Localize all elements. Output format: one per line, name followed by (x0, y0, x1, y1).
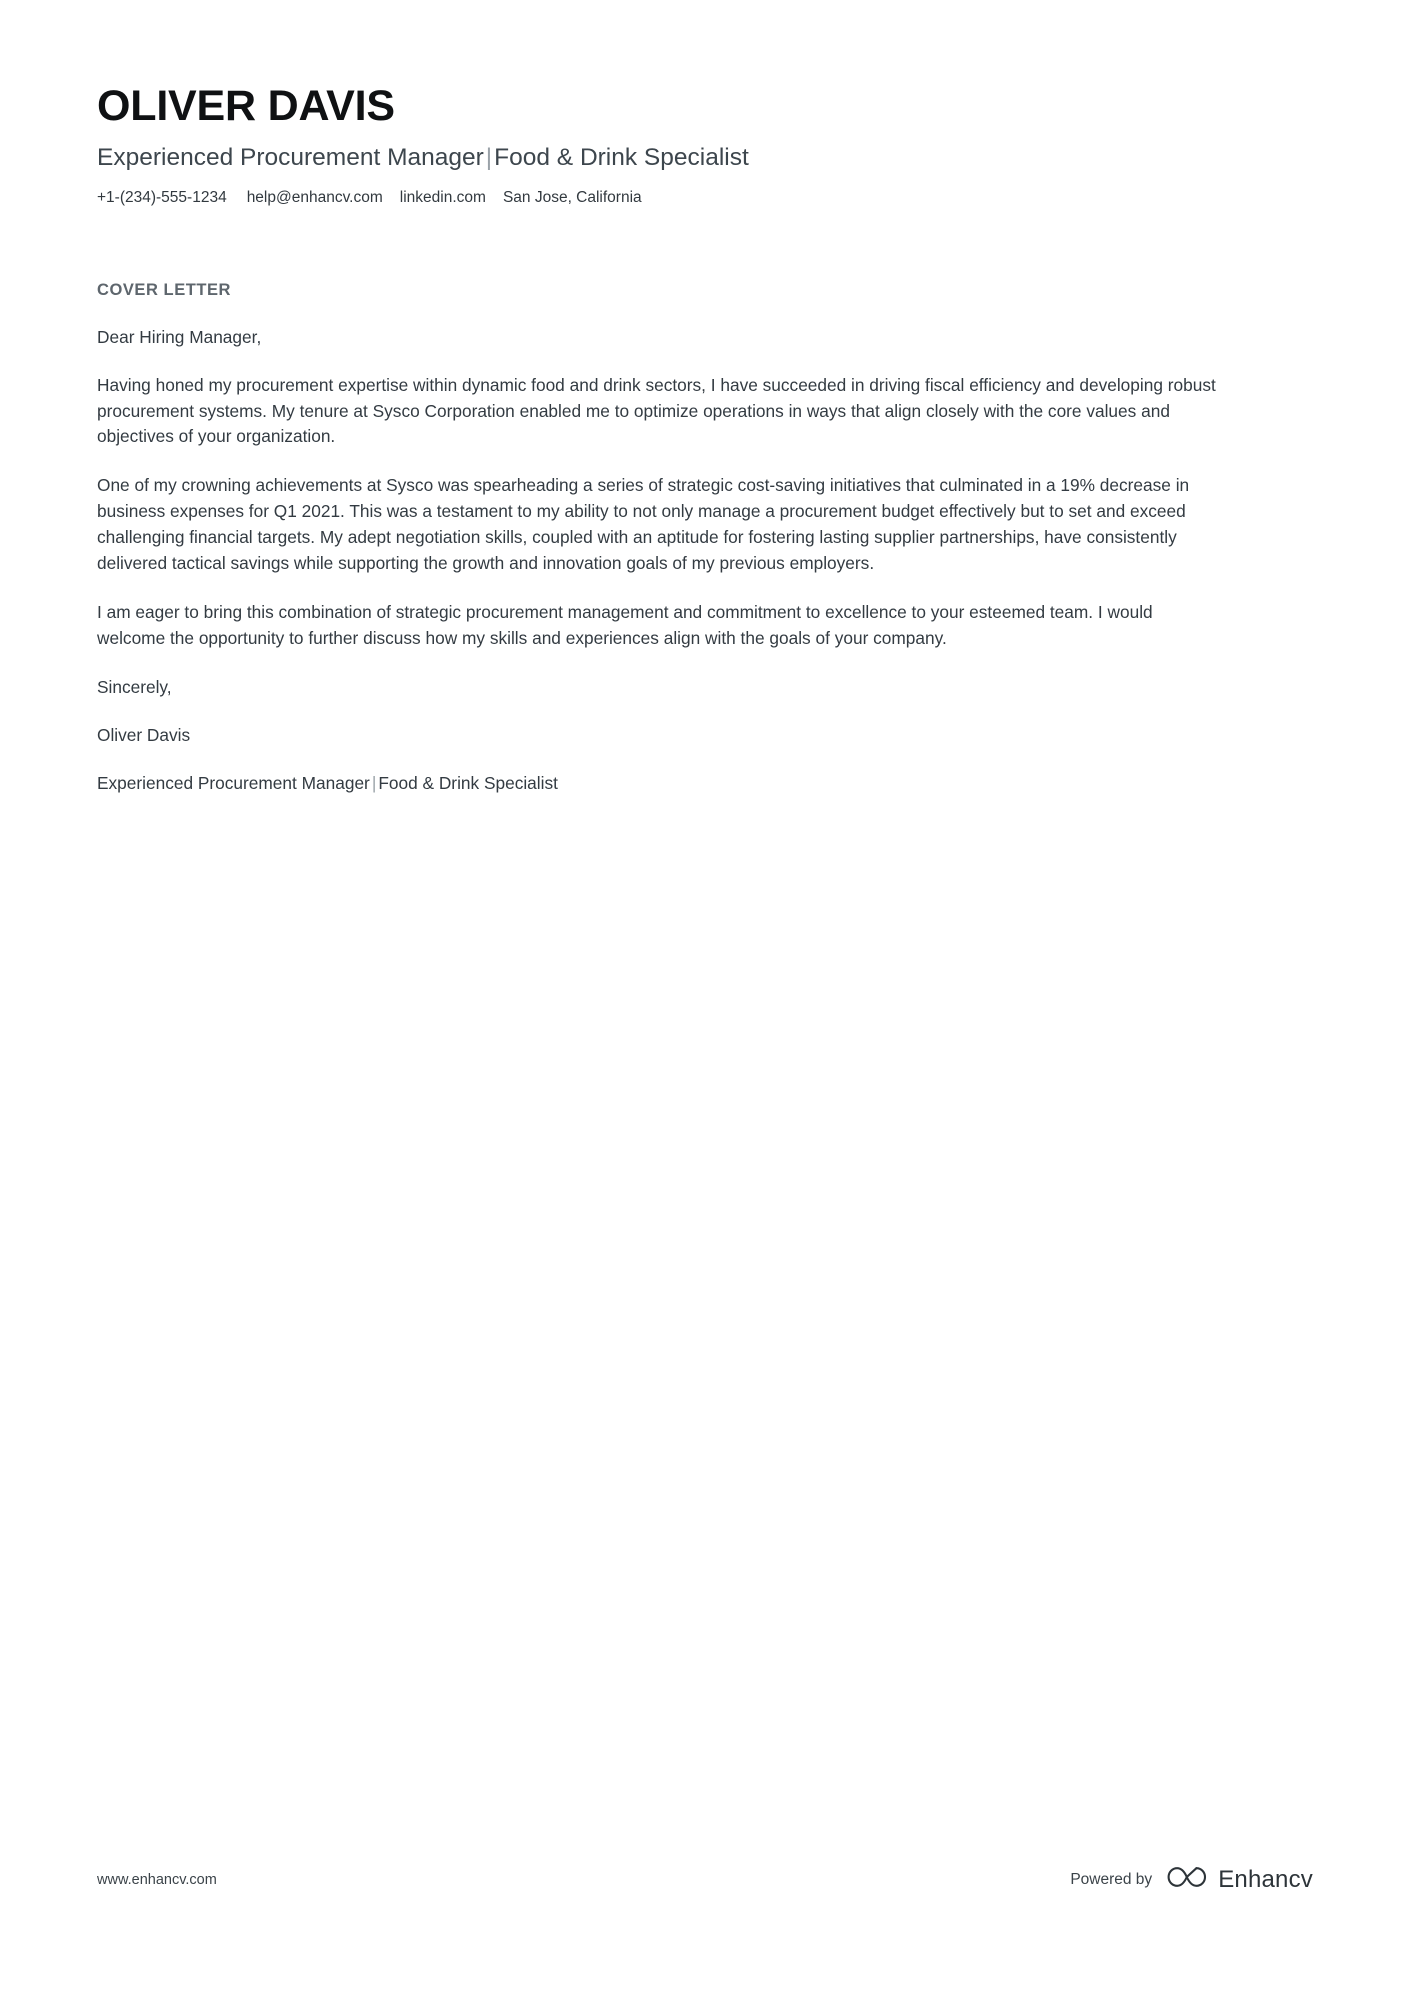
footer-branding (1070, 1864, 1313, 1895)
enhancv-brand (1165, 1864, 1313, 1895)
signature-name: Oliver Davis (97, 724, 191, 745)
footer-website-url[interactable]: www.enhancv.com (97, 1871, 217, 1888)
letter-paragraph-3: I am eager to bring this combination of strategic procurement management and commitment to excellence to your esteemed team. I would welcome the opportunity to further discuss how my skills and experiences align with the goals of your company. (97, 602, 1153, 649)
infinity-logo-icon (1165, 1864, 1209, 1895)
document-content (97, 0, 1307, 797)
letter-header (97, 0, 1307, 209)
contact-linkedin[interactable]: linkedin.com (399, 188, 486, 206)
contact-email[interactable]: help@enhancv.com (246, 188, 383, 206)
section-title-cover-letter: COVER LETTER (97, 280, 232, 299)
signature-title (97, 771, 1219, 797)
contact-phone: +1-(234)-555-1234 (97, 188, 227, 206)
powered-by-label: Powered by (1070, 1870, 1153, 1888)
letter-paragraph-1: Having honed my procurement expertise within dynamic food and drink sectors, I have succeeded in driving fiscal efficiency and developing robust procurement systems. My tenure at Sysco Corporation enabled me to optimize operations in ways that align closely with the core values and objectives of your organization. (97, 374, 1216, 447)
headline-specialty: Food & Drink Specialist (494, 144, 749, 172)
signature-specialty: Food & Drink Specialist (378, 772, 558, 793)
contact-line (97, 187, 1307, 209)
letter-salutation: Dear Hiring Manager, (97, 326, 262, 347)
applicant-name: OLIVER DAVIS (97, 82, 395, 130)
letter-body (97, 325, 1307, 797)
applicant-headline (97, 142, 1307, 174)
headline-divider: | (485, 144, 493, 172)
signature-divider: | (371, 772, 377, 793)
page-footer (97, 1864, 1313, 1895)
letter-closing: Sincerely, (97, 677, 172, 698)
enhancv-brand-name: Enhancv (1218, 1865, 1313, 1893)
contact-location: San Jose, California (502, 188, 642, 206)
signature-role: Experienced Procurement Manager (97, 772, 370, 793)
letter-paragraph-2: One of my crowning achievements at Sysco was spearheading a series of strategic cost-saving initiatives that culminated in a 19% decrease in business expenses for Q1 2021. This was a testament to my ability to not only manage a procurement budget effectively but to set and exceed challenging financial targets. My adept negotiation skills, coupled with an aptitude for fostering lasting supplier partnerships, have consistently delivered tactical savings while supporting the growth and innovation goals of my previous employers. (97, 475, 1190, 574)
headline-role: Experienced Procurement Manager (97, 144, 484, 172)
